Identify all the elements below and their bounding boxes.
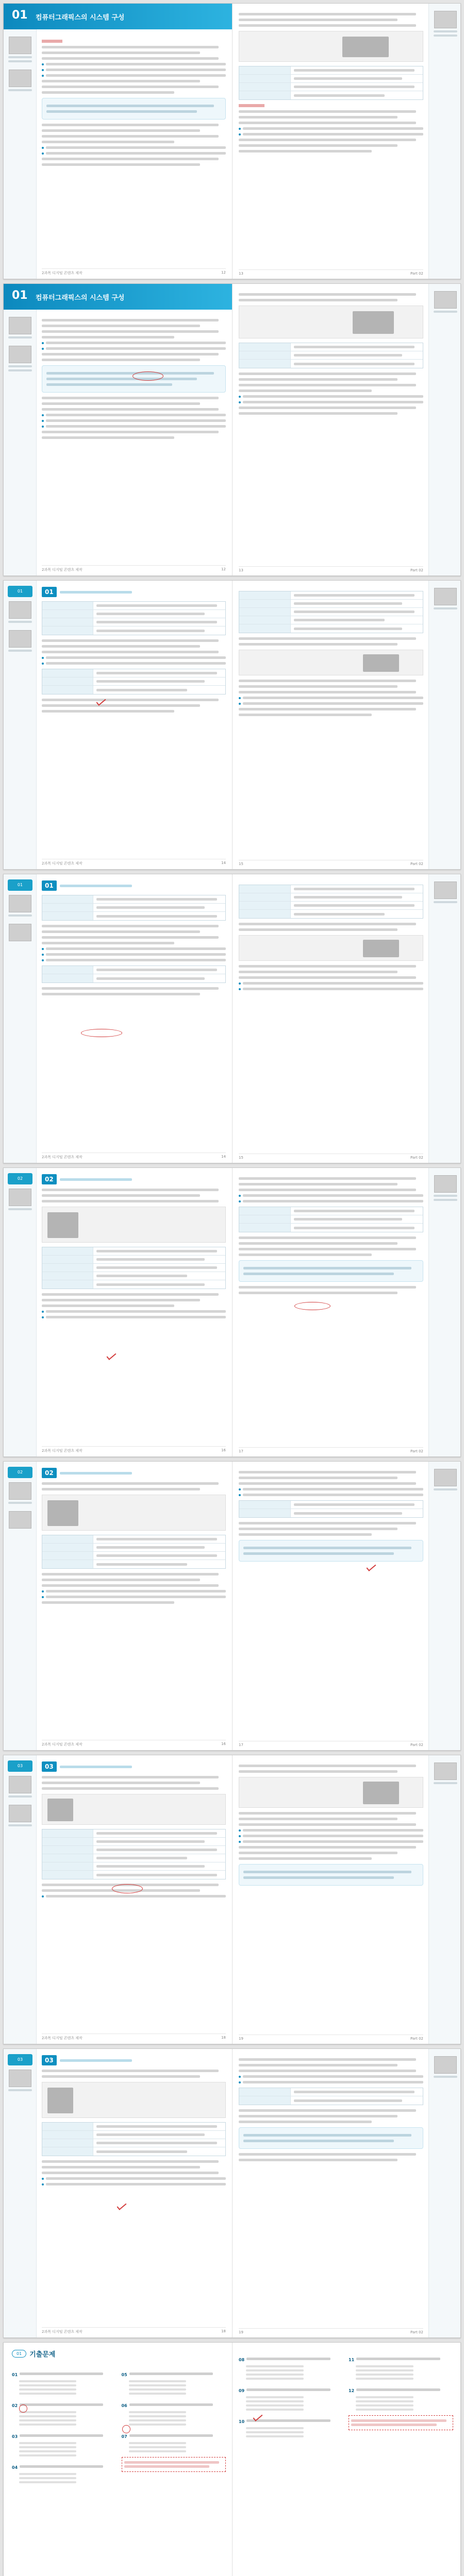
spread-6: 02 02 2과목 디지털 콘텐츠 제작 16 17 Part 02 [3,1461,461,1751]
margin-sidebar [4,29,37,279]
page [4,4,233,279]
spread-3: 01 01 2과목 디지털 콘텐츠 제작 14 15 Part 02 [3,580,461,870]
spread-9: 01 기출문제 01 02 03 04 05 06 07 08 09 10 11 12 [3,2342,461,2576]
spread-1 [3,3,461,279]
spread-4: 01 01 2과목 디지털 콘텐츠 제작 14 15 Part 02 [3,874,461,1163]
spread-8: 03 03 2과목 디지털 콘텐츠 제작 18 19 Part 02 [3,2048,461,2338]
chapter-number: 01 [12,9,28,22]
spread-7: 03 03 2과목 디지털 콘텐츠 제작 18 19 Part 02 [3,1755,461,2044]
spread-5: 02 02 2과목 디지털 콘텐츠 제작 16 17 Part 02 [3,1167,461,1457]
page: 13 Part 02 [233,4,461,279]
chapter-title: 컴퓨터그래픽스의 시스템 구성 [36,14,125,22]
spread-2: 01 컴퓨터그래픽스의 시스템 구성 2과목 디지털 콘텐츠 제작 12 13 Part 02 [3,283,461,576]
margin-image [9,37,31,54]
page-footer: 2과목 디지털 콘텐츠 제작 12 [42,268,226,276]
chapter-banner [4,4,232,29]
margin-image [9,70,31,87]
